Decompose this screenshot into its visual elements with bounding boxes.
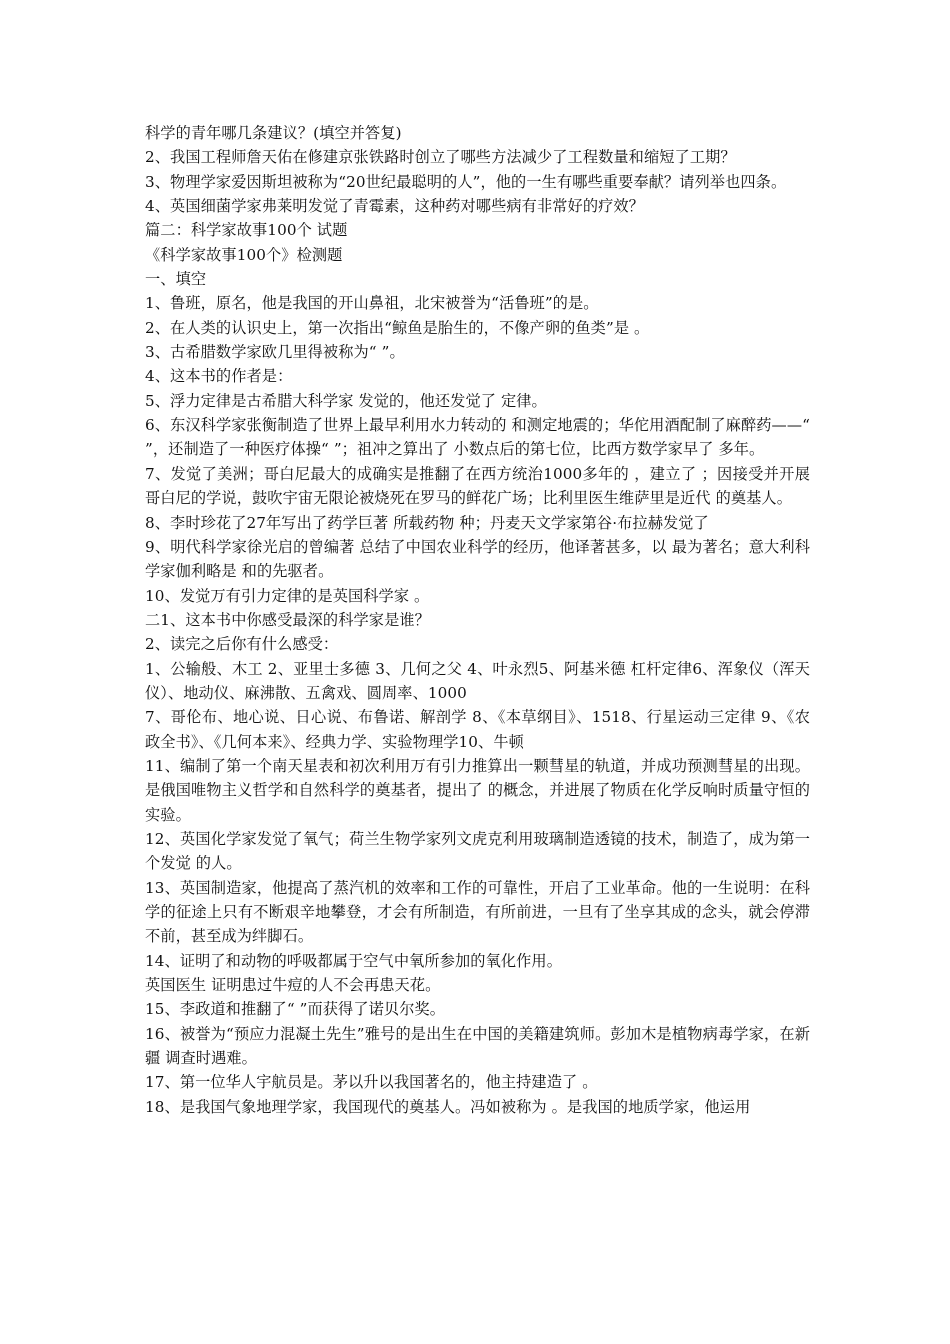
answer-paragraph: 1、公输般、木工 2、亚里士多德 3、几何之父 4、叶永烈5、阿基米德 杠杆定律6、浑象仪（浑天仪）、地动仪、麻沸散、五禽戏、圆周率、1000 bbox=[145, 659, 810, 702]
question-paragraph: 3、古希腊数学家欧几里得被称为“ ”。 bbox=[145, 343, 405, 362]
question-paragraph: 4、这本书的作者是： bbox=[145, 367, 293, 386]
question-paragraph: 11、编制了第一个南天星表和初次利用万有引力推算出一颗彗星的轨道，并成功预测彗星的出现。 是俄国唯物主义哲学和自然科学的奠基者，提出了 的概念，并进展了物质在化学反响时质量守恒的实验。 bbox=[145, 756, 810, 824]
question-paragraph: 2、在人类的认识史上，第一次指出“鲸鱼是胎生的，不像产卵的鱼类”是 。 bbox=[145, 318, 650, 337]
question-paragraph: 3、物理学家爱因斯坦被称为“20世纪最聪明的人”，他的一生有哪些重要奉献？请列举也四条。 bbox=[145, 172, 787, 191]
question-paragraph: 18、是我国气象地理学家，我国现代的奠基人。冯如被称为 。是我国的地质学家，他运用 bbox=[145, 1097, 751, 1116]
question-paragraph: 12、英国化学家发觉了氧气；荷兰生物学家列文虎克利用玻璃制造透镜的技术，制造了，成为第一个发觉 的人。 bbox=[145, 829, 810, 873]
question-paragraph: 6、东汉科学家张衡制造了世界上最早利用水力转动的 和测定地震的；华佗用酒配制了麻醉药——“ ”，还制造了一种医疗体操“ ”；祖冲之算出了 小数点后的第七位，比西方数学家早了 多年。 bbox=[145, 416, 810, 459]
test-title: 《科学家故事100个》检测题 bbox=[145, 245, 343, 264]
paragraph: 科学的青年哪几条建议？(填空并答复) bbox=[145, 124, 402, 142]
question-paragraph: 1、鲁班，原名，他是我国的开山鼻祖，北宋被誉为“活鲁班”的是。 bbox=[145, 294, 599, 313]
question-paragraph: 17、第一位华人宇航员是。茅以升以我国著名的，他主持建造了 。 bbox=[145, 1073, 598, 1092]
question-paragraph: 英国医生 证明患过牛痘的人不会再患天花。 bbox=[145, 976, 441, 995]
question-paragraph: 8、李时珍花了27年写出了药学巨著 所载药物 种；丹麦天文学家第谷·布拉赫发觉了 bbox=[145, 513, 709, 532]
answer-paragraph: 7、哥伦布、地心说、日心说、布鲁诺、解剖学 8、《本草纲目》、1518、行星运动三定律 9、《农政全书》、《几何本来》、经典力学、实验物理学10、牛顿 bbox=[145, 708, 810, 751]
question-paragraph: 14、证明了和动物的呼吸都属于空气中氧所参加的氧化作用。 bbox=[145, 951, 563, 970]
section-heading: 篇二：科学家故事100个 试题 bbox=[145, 221, 348, 240]
question-paragraph: 16、被誉为“预应力混凝土先生”雅号的是出生在中国的美籍建筑师。彭加木是植物病毒学家，在新疆 调查时遇难。 bbox=[145, 1024, 810, 1068]
question-paragraph: 13、英国制造家，他提高了蒸汽机的效率和工作的可靠性，开启了工业革命。他的一生说明：在科学的征途上只有不断艰辛地攀登，才会有所制造，有所前进，一旦有了坐享其成的念头，就会停滞不前，甚至成为绊脚石。 bbox=[145, 878, 810, 946]
question-paragraph: 7、发觉了美洲；哥白尼最大的成确实是推翻了在西方统治1000多年的 ，建立了 ；因接受并开展哥白尼的学说，鼓吹宇宙无限论被烧死在罗马的鲜花广场；比利里医生维萨里是近代 的奠基人。 bbox=[145, 464, 810, 508]
question-paragraph: 15、李政道和推翻了“ ”而获得了诺贝尔奖。 bbox=[145, 1000, 446, 1019]
question-paragraph: 10、发觉万有引力定律的是英国科学家 。 bbox=[145, 586, 430, 605]
document-body bbox=[145, 121, 810, 1119]
question-paragraph: 2、读完之后你有什么感受： bbox=[145, 635, 339, 654]
question-paragraph: 二1、这本书中你感受最深的科学家是谁？ bbox=[145, 610, 430, 629]
question-paragraph: 4、英国细菌学家弗莱明发觉了青霉素，这种药对哪些病有非常好的疗效？ bbox=[145, 197, 644, 216]
question-paragraph: 9、明代科学家徐光启的曾编著 总结了中国农业科学的经历，他译著甚多，以 最为著名；意大利科学家伽利略是 和的先驱者。 bbox=[145, 537, 810, 581]
part-heading: 一、填空 bbox=[145, 270, 207, 289]
question-paragraph: 5、浮力定律是古希腊大科学家 发觉的，他还发觉了 定律。 bbox=[145, 391, 547, 410]
question-paragraph: 2、我国工程师詹天佑在修建京张铁路时创立了哪些方法减少了工程数量和缩短了工期？ bbox=[145, 148, 736, 167]
